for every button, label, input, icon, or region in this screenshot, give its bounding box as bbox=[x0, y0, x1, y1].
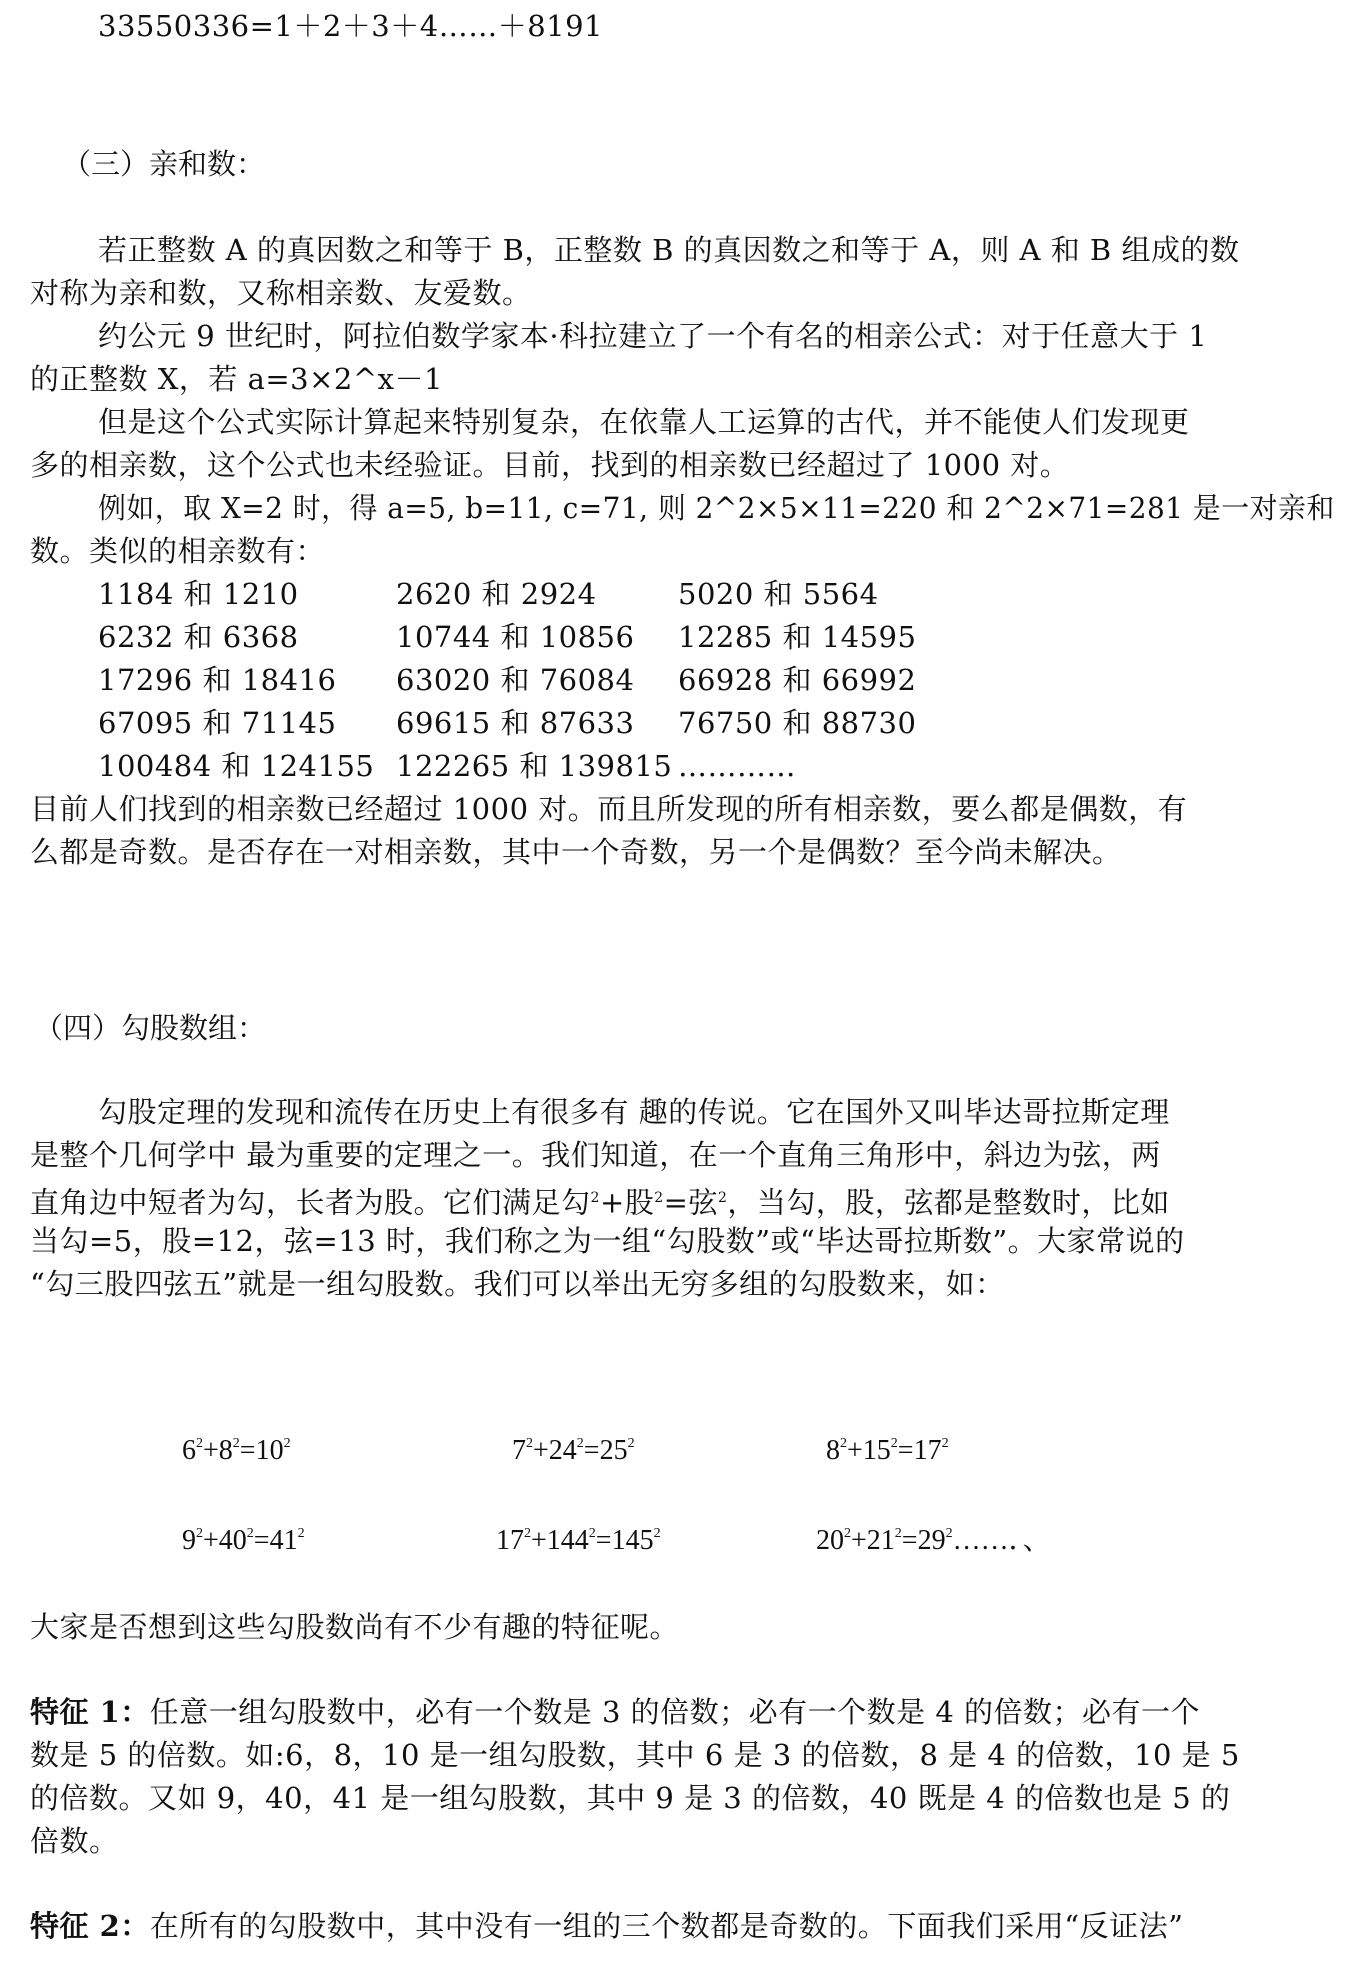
amicable-pair: 2620 和 2924 bbox=[396, 577, 597, 611]
superscript: 2 bbox=[524, 1526, 531, 1541]
paragraph-line: 的正整数 X，若 a=3×2^x－1 bbox=[30, 362, 443, 396]
eq-a: 8 bbox=[826, 1435, 840, 1466]
paragraph-line: 当勾=5，股=12，弦=13 时，我们称之为一组“勾股数”或“毕达哥拉斯数”。大家常说的 bbox=[30, 1224, 1185, 1258]
paragraph-line: 若正整数 A 的真因数之和等于 B，正整数 B 的真因数之和等于 A，则 A 和 B 组成的数 bbox=[98, 233, 1240, 267]
superscript: 2 bbox=[653, 1526, 661, 1541]
eq-c: 29 bbox=[917, 1525, 946, 1556]
section-heading-pythagorean-triples: （四）勾股数组： bbox=[34, 1011, 267, 1045]
text-segment: 在所有的勾股数中，其中没有一组的三个数都是奇数的。下面我们采用“反证法” bbox=[149, 1909, 1184, 1943]
amicable-pair: 122265 和 139815 bbox=[396, 749, 673, 783]
eq-b: 15 bbox=[862, 1435, 891, 1466]
superscript: 2 bbox=[890, 1436, 898, 1451]
eq-b: 24 bbox=[548, 1435, 577, 1466]
amicable-pair: 100484 和 124155 bbox=[98, 749, 375, 783]
text-segment: 任意一组勾股数中，必有一个数是 3 的倍数；必有一个数是 4 的倍数；必有一个 bbox=[149, 1695, 1201, 1729]
paragraph-line: 大家是否想到这些勾股数尚有不少有趣的特征呢。 bbox=[30, 1610, 680, 1644]
eq-a: 17 bbox=[496, 1525, 524, 1556]
amicable-pair: 10744 和 10856 bbox=[396, 620, 635, 654]
superscript: 2 bbox=[576, 1436, 584, 1451]
eq-c: 17 bbox=[913, 1435, 942, 1466]
superscript: 2 bbox=[894, 1526, 902, 1541]
paragraph-line: 数是 5 的倍数。如:6，8，10 是一组勾股数，其中 6 是 3 的倍数，8 是 4 的倍数，10 是 5 bbox=[30, 1738, 1240, 1772]
paragraph-line: 目前人们找到的相亲数已经超过 1000 对。而且所发现的所有相亲数，要么都是偶数，有 bbox=[30, 792, 1188, 826]
eq-c: 10 bbox=[255, 1435, 284, 1466]
amicable-pair: 63020 和 76084 bbox=[396, 663, 635, 697]
paragraph-line: 数。类似的相亲数有： bbox=[30, 534, 326, 568]
amicable-pair: 66928 和 66992 bbox=[678, 663, 917, 697]
amicable-pair: 6232 和 6368 bbox=[98, 620, 299, 654]
perfect-number-sum-line: 33550336=1＋2＋3＋4……＋8191 bbox=[98, 9, 604, 43]
superscript: 2 bbox=[526, 1436, 533, 1451]
paragraph-line: 的倍数。又如 9，40，41 是一组勾股数，其中 9 是 3 的倍数，40 既是 4 的倍数也是 5 的 bbox=[30, 1781, 1231, 1815]
superscript: 2 bbox=[232, 1436, 240, 1451]
superscript: 2 bbox=[627, 1436, 635, 1451]
eq-b: 21 bbox=[866, 1525, 895, 1556]
superscript: 2 bbox=[297, 1526, 305, 1541]
text-segment: ，当勾，股，弦都是整数时，比如 bbox=[727, 1185, 1170, 1220]
pythagorean-equation: $17^2+144^2=145^2$ bbox=[496, 1525, 661, 1556]
eq-a: 20 bbox=[816, 1525, 844, 1556]
superscript: 2 bbox=[196, 1526, 203, 1541]
eq-a: 7 bbox=[512, 1435, 526, 1466]
pythagorean-equation: $8^2+15^2=17^2$ bbox=[826, 1435, 949, 1466]
amicable-pair: 5020 和 5564 bbox=[678, 577, 879, 611]
paragraph-line: 对称为亲和数，又称相亲数、友爱数。 bbox=[30, 276, 532, 310]
pythagorean-equation: $7^2+24^2=25^2$ bbox=[512, 1435, 635, 1466]
superscript: 2 bbox=[945, 1526, 953, 1541]
section-heading-amicable-numbers: （三）亲和数： bbox=[62, 147, 266, 181]
superscript: 2 bbox=[844, 1526, 851, 1541]
text-segment: +股 bbox=[599, 1185, 655, 1220]
eq-tail: ……．、 bbox=[952, 1525, 1051, 1556]
amicable-pair: 76750 和 88730 bbox=[678, 706, 917, 740]
paragraph-line: 勾股定理的发现和流传在历史上有很多有 趣的传说。它在国外又叫毕达哥拉斯定理 bbox=[98, 1095, 1170, 1129]
amicable-pair: 1184 和 1210 bbox=[98, 577, 299, 611]
pythagorean-equation: $20^2+21^2=29^2\dots\dots$．、 bbox=[816, 1525, 1051, 1556]
superscript: 2 bbox=[246, 1526, 254, 1541]
pythagorean-equation: $9^2+40^2=41^2$ bbox=[182, 1525, 305, 1556]
superscript: 2 bbox=[717, 1190, 728, 1206]
superscript: 2 bbox=[196, 1436, 203, 1451]
paragraph-line: 约公元 9 世纪时，阿拉伯数学家本·科拉建立了一个有名的相亲公式：对于任意大于 1 bbox=[98, 319, 1208, 353]
paragraph-line: 是整个几何学中 最为重要的定理之一。我们知道，在一个直角三角形中，斜边为弦，两 bbox=[30, 1138, 1161, 1172]
eq-c: 145 bbox=[611, 1525, 654, 1556]
paragraph-line: 多的相亲数，这个公式也未经验证。目前，找到的相亲数已经超过了 1000 对。 bbox=[30, 448, 1070, 482]
superscript: 2 bbox=[590, 1190, 600, 1206]
eq-c: 25 bbox=[599, 1435, 628, 1466]
superscript: 2 bbox=[840, 1436, 847, 1451]
eq-b: 144 bbox=[546, 1525, 589, 1556]
superscript: 2 bbox=[654, 1190, 664, 1206]
eq-a: 6 bbox=[182, 1435, 196, 1466]
amicable-pair: 17296 和 18416 bbox=[98, 663, 337, 697]
feature-2-label: 特征 2： bbox=[30, 1909, 150, 1943]
feature-1-line bbox=[30, 1694, 1200, 1730]
paragraph-line: 么都是奇数。是否存在一对相亲数，其中一个奇数，另一个是偶数？至今尚未解决。 bbox=[30, 835, 1122, 869]
superscript: 2 bbox=[283, 1436, 291, 1451]
paragraph-line: “勾三股四弦五”就是一组勾股数。我们可以举出无穷多组的勾股数来，如： bbox=[30, 1267, 1005, 1301]
text-segment: =弦 bbox=[663, 1185, 718, 1220]
amicable-pair: 12285 和 14595 bbox=[678, 620, 917, 654]
paragraph-line: 但是这个公式实际计算起来特别复杂，在依靠人工运算的古代，并不能使人们发现更 bbox=[98, 405, 1190, 439]
paragraph-line: 例如，取 X=2 时，得 a=5, b=11, c=71, 则 2^2×5×11=220 和 2^2×71=281 是一对亲和 bbox=[98, 491, 1335, 525]
paragraph-line-with-superscripts bbox=[30, 1180, 1170, 1221]
paragraph-line: 倍数。 bbox=[30, 1824, 119, 1858]
amicable-pair: 67095 和 71145 bbox=[98, 706, 337, 740]
eq-b: 40 bbox=[218, 1525, 247, 1556]
feature-1-label: 特征 1： bbox=[30, 1695, 150, 1729]
eq-c: 41 bbox=[269, 1525, 298, 1556]
amicable-pair: 69615 和 87633 bbox=[396, 706, 635, 740]
eq-b: 8 bbox=[218, 1435, 233, 1466]
text-segment: 直角边中短者为勾，长者为股。它们满足勾 bbox=[30, 1185, 591, 1220]
feature-2-line bbox=[30, 1908, 1183, 1944]
superscript: 2 bbox=[588, 1526, 596, 1541]
pythagorean-equation: $6^2+8^2=10^2$ bbox=[182, 1435, 291, 1466]
amicable-pair: ………… bbox=[678, 749, 796, 783]
superscript: 2 bbox=[941, 1436, 949, 1451]
eq-a: 9 bbox=[182, 1525, 196, 1556]
